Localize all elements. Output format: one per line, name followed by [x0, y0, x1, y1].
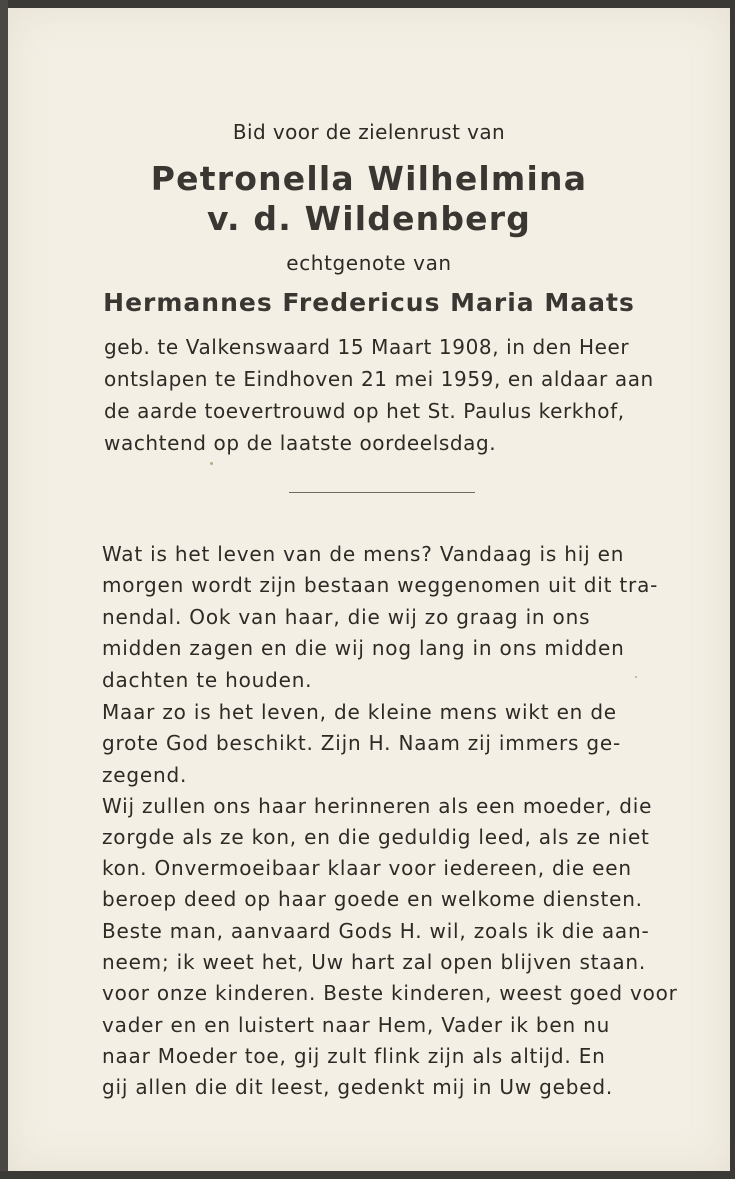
paper-speck — [210, 462, 213, 465]
text-line: grote God beschikt. Zijn H. Naam zij immers ge- — [102, 731, 621, 755]
text-line: beroep deed op haar goede en welkome diensten. — [102, 887, 643, 911]
deceased-name-line-2: v. d. Wildenberg — [206, 199, 532, 238]
text-line: voor onze kinderen. Beste kinderen, weest goed voor — [102, 981, 678, 1005]
text-line: naar Moeder toe, gij zult flink zijn als altijd. En — [102, 1044, 606, 1068]
text-line: kon. Onvermoeibaar klaar voor iedereen, die een — [102, 856, 632, 880]
divider-rule — [289, 492, 475, 493]
spouse-intro: echtgenote van — [286, 251, 452, 275]
text-line: morgen wordt zijn bestaan weggenomen uit dit tra- — [102, 573, 659, 597]
text-line: midden zagen en die wij nog lang in ons midden — [102, 636, 625, 660]
text-line: zorgde als ze kon, en die geduldig leed, als ze niet — [102, 825, 650, 849]
text-line: dachten te houden. — [102, 668, 313, 692]
spouse-name: Hermannes Fredericus Maria Maats — [103, 288, 635, 317]
text-line: zegend. — [102, 763, 188, 787]
text-line: Wij zullen ons haar herinneren als een moeder, die — [102, 794, 653, 818]
card-left-edge — [0, 0, 8, 1179]
text-line: Maar zo is het leven, de kleine mens wikt en de — [102, 700, 617, 724]
card-bottom-edge — [0, 1171, 735, 1179]
deceased-name-line-1: Petronella Wilhelmina — [150, 159, 588, 198]
bio-line: geb. te Valkenswaard 15 Maart 1908, in den Heer — [104, 335, 630, 359]
bio-line: de aarde toevertrouwd op het St. Paulus kerkhof, — [104, 399, 625, 423]
bio-line: ontslapen te Eindhoven 21 mei 1959, en aldaar aan — [104, 367, 654, 391]
text-line: Wat is het leven van de mens? Vandaag is hij en — [102, 542, 625, 566]
paper-speck — [635, 676, 637, 678]
memorial-card — [8, 8, 730, 1171]
intro-text: Bid voor de zielenrust van — [232, 120, 506, 144]
text-line: Beste man, aanvaard Gods H. wil, zoals ik die aan- — [102, 919, 650, 943]
text-line: vader en en luistert naar Hem, Vader ik ben nu — [102, 1013, 611, 1037]
text-line: neem; ik weet het, Uw hart zal open blijven staan. — [102, 950, 647, 974]
text-line: nendal. Ook van haar, die wij zo graag in ons — [102, 605, 591, 629]
text-line: gij allen die dit leest, gedenkt mij in Uw gebed. — [102, 1075, 613, 1099]
bio-line: wachtend op de laatste oordeelsdag. — [104, 431, 497, 455]
